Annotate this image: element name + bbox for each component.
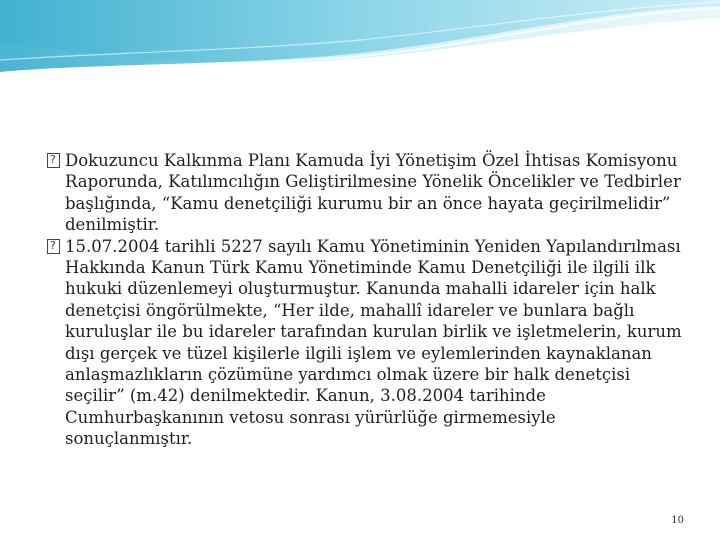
bullet-marker-icon xyxy=(47,239,60,254)
bullet-item-1 xyxy=(47,150,687,236)
bullet-marker-icon xyxy=(47,153,60,168)
wave-header-decoration xyxy=(0,0,720,80)
bullet-text-2: 15.07.2004 tarihli 5227 sayılı Kamu Yönetiminin Yeniden Yapılandırılması Hakkında Kanun Türk Kamu Yönetiminde Kamu Denetçiliği ile ilgili ilk hukuki düzenlemeyi oluşturmuştur. Kanunda mahalli idareler için halk denetçisi öngörülmekte, “Her ilde, mahallî idareler ve bunlara bağlı kuruluşlar ile bu idareler tarafından kurulan birlik ve işletmelerin, kurum dışı gerçek ve tüzel kişilerle ilgili işlem ve eylemlerinden kaynaklanan anlaşmazlıkların çözümüne yardımcı olmak üzere bir halk denetçisi seçilir” (m.42) denilmektedir. Kanun, 3.08.2004 tarihinde Cumhurbaşkanının vetosu sonrası yürürlüğe girmemesiyle sonuçlanmıştır. xyxy=(65,236,682,449)
bullet-text-1: Dokuzuncu Kalkınma Planı Kamuda İyi Yönetişim Özel İhtisas Komisyonu Raporunda, Katılımcılığın Geliştirilmesine Yönelik Öncelikler ve Tedbirler başlığında, “Kamu denetçiliği kurumu bir an önce hayata geçirilmelidir” denilmiştir. xyxy=(65,151,681,235)
content-body xyxy=(47,150,687,450)
page-number: 10 xyxy=(671,515,684,526)
bullet-item-2 xyxy=(47,236,687,450)
